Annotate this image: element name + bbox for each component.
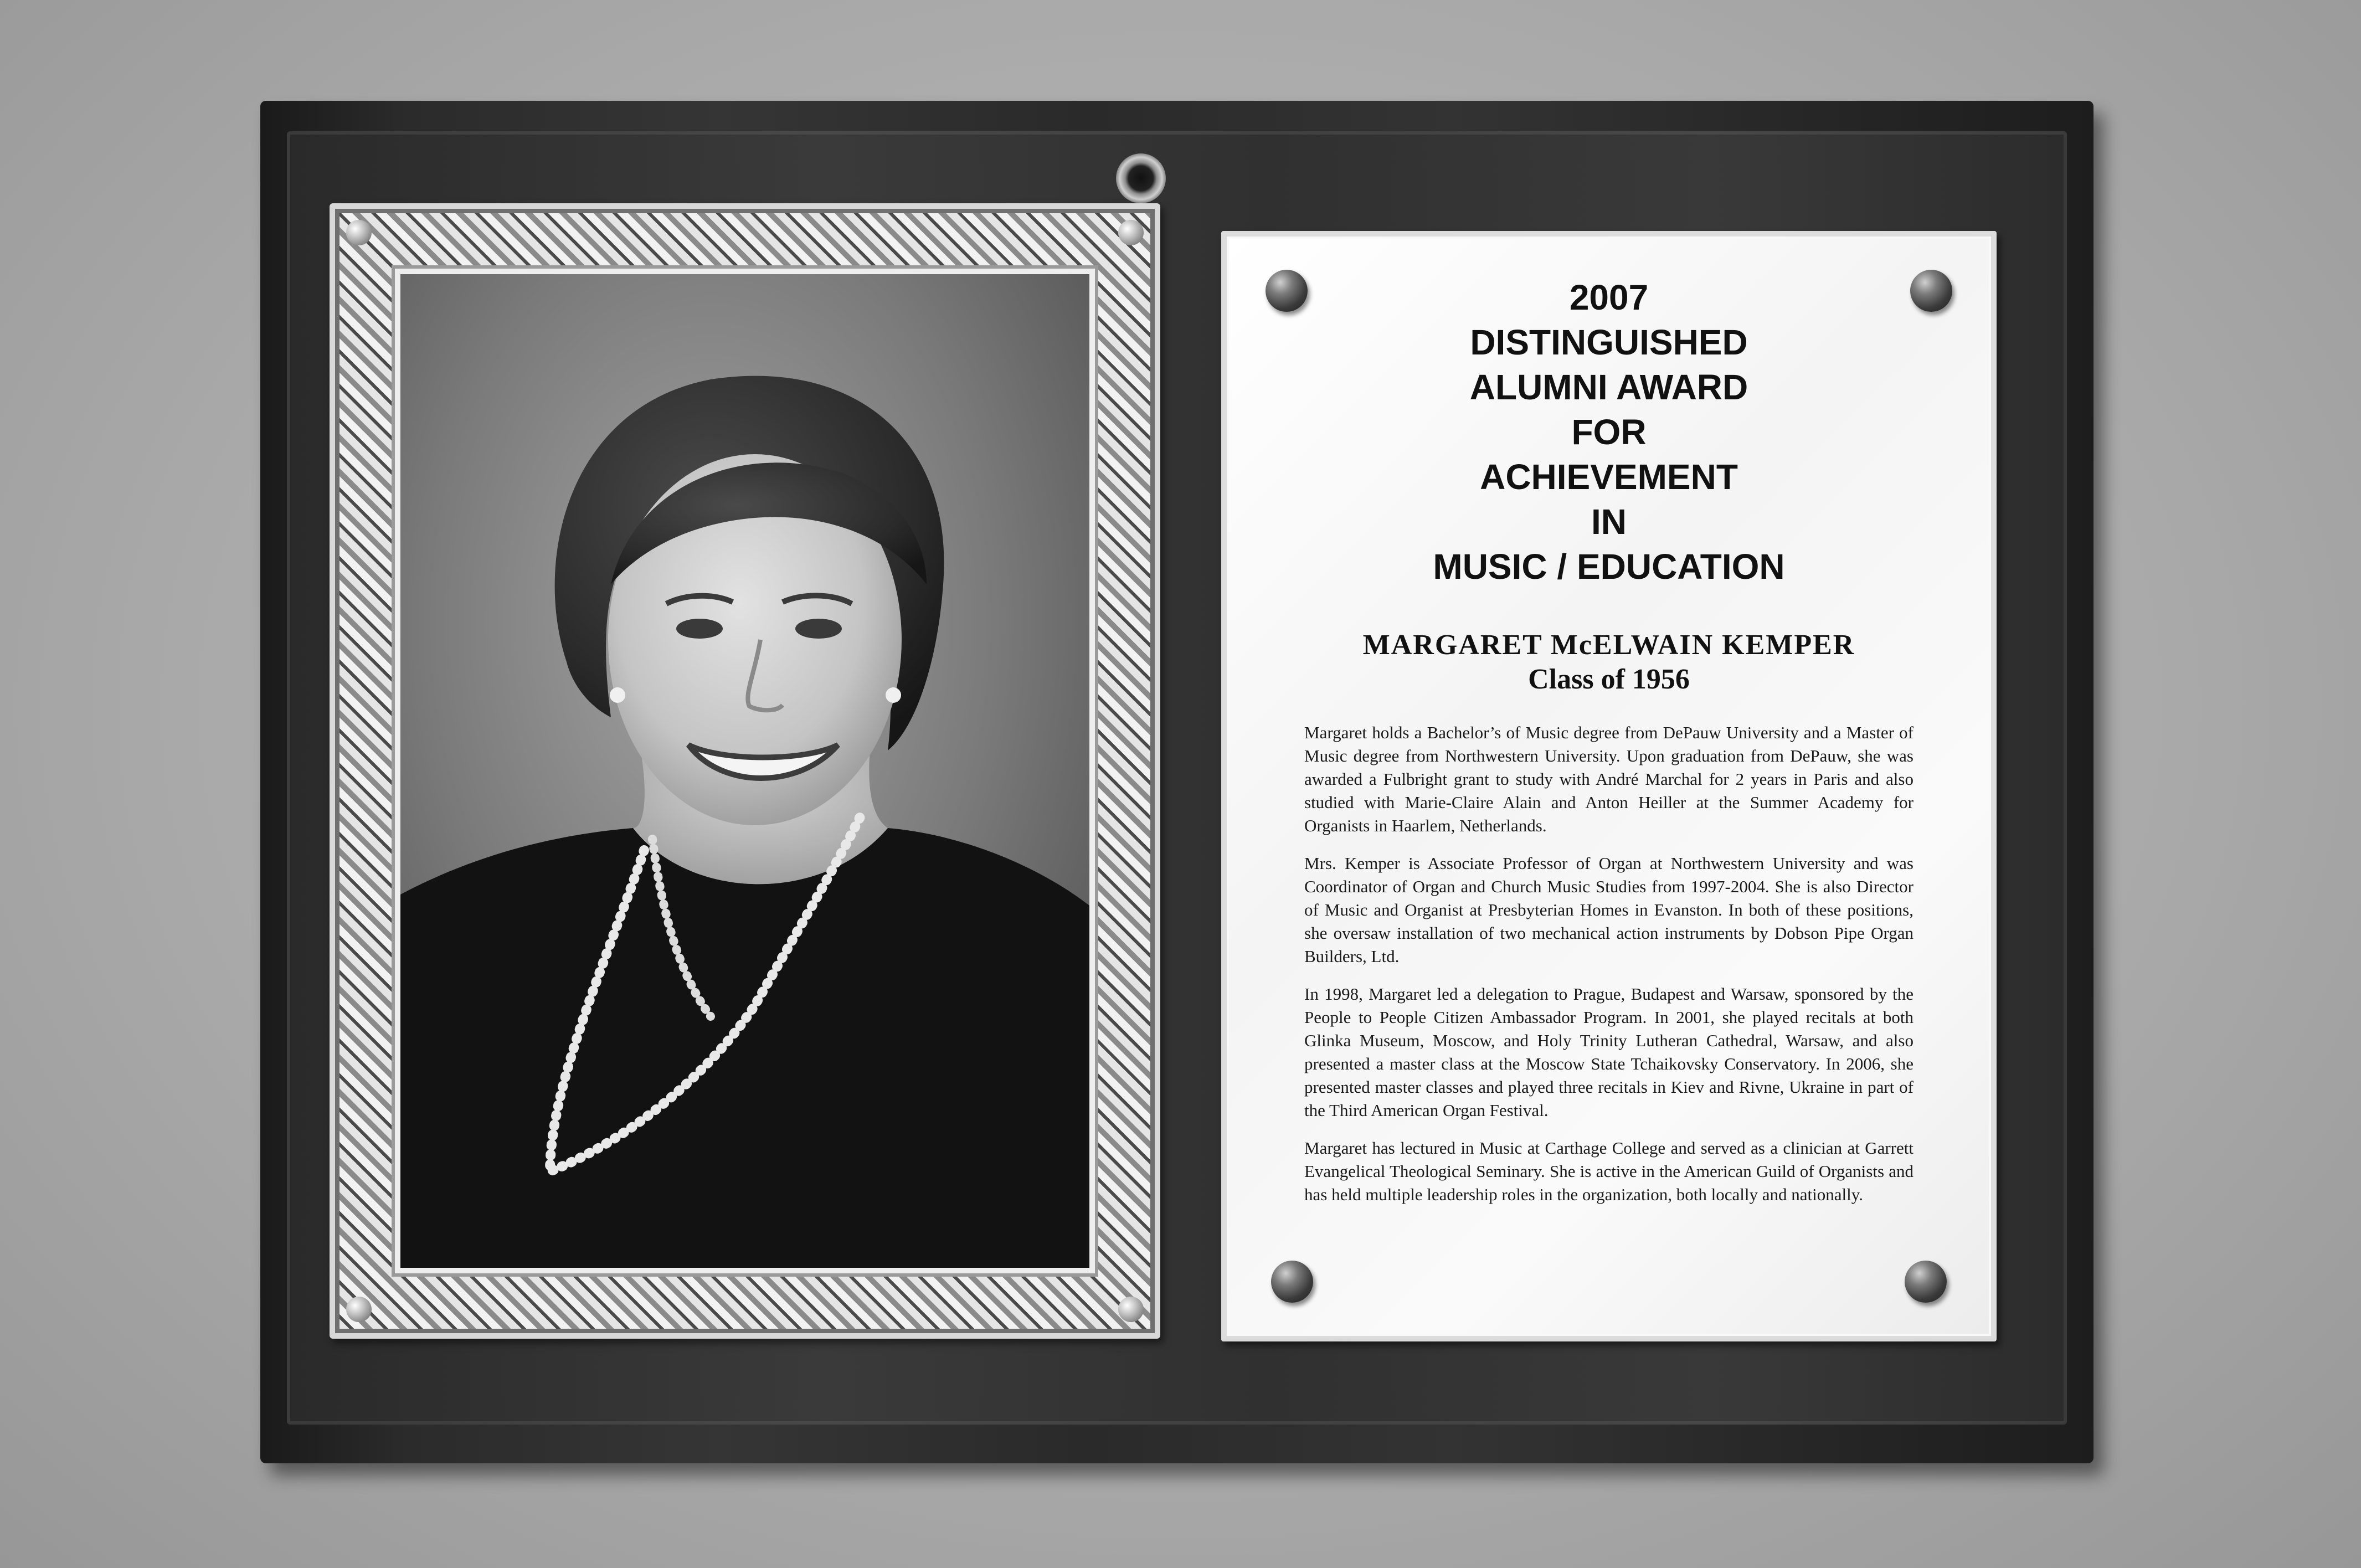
awardee-name: MARGARET McELWAIN KEMPER	[1362, 629, 1855, 661]
biography	[1304, 721, 1914, 1206]
plate-pin-bottom-left	[1271, 1261, 1313, 1303]
frame-rivet-top-right	[1118, 220, 1144, 245]
left-eye	[676, 619, 723, 639]
award-line-6: MUSIC / EDUCATION	[1433, 547, 1785, 587]
awardee-class: Class of 1956	[1528, 664, 1690, 695]
plate-content	[1304, 275, 1914, 1221]
text-plate	[1221, 231, 1997, 1341]
award-line-2: ALUMNI AWARD	[1469, 367, 1748, 407]
award-line-5: IN	[1591, 502, 1627, 542]
frame-rivet-top-left	[346, 220, 372, 245]
plate-pin-top-left	[1266, 270, 1308, 312]
hanger-hole	[1116, 153, 1166, 203]
photo-frame	[330, 203, 1160, 1339]
plate-pin-top-right	[1910, 270, 1952, 312]
award-line-3: FOR	[1571, 412, 1647, 452]
award-line-1: DISTINGUISHED	[1470, 322, 1748, 362]
dark-top	[400, 828, 1089, 1268]
portrait-photo	[400, 274, 1089, 1268]
frame-rivet-bottom-left	[346, 1297, 372, 1322]
award-line-4: ACHIEVEMENT	[1480, 457, 1738, 497]
portrait-image	[400, 274, 1089, 1268]
bio-paragraph-4: Margaret has lectured in Music at Carthage College and served as a clinician at Garrett Evangelical Theological Seminary. She is active in the American Guild of Organists and has held multiple leadership roles in the organization, both locally and nationally.	[1304, 1138, 1914, 1204]
award-plaque	[260, 101, 2093, 1463]
award-year: 2007	[1569, 277, 1649, 317]
frame-rivet-bottom-right	[1118, 1297, 1144, 1322]
right-eye	[795, 619, 842, 639]
left-earring	[610, 687, 625, 703]
right-earring	[886, 687, 901, 703]
plate-pin-bottom-right	[1905, 1261, 1947, 1303]
bio-paragraph-1: Margaret holds a Bachelor’s of Music degree from DePauw University and a Master of Music degree from Northwestern University. Upon graduation from DePauw, she was awarded a Fulbright grant to study with André Marchal for 2 years in Paris and also studied with Marie-Claire Alain and Anton Heiller at the Summer Academy for Organists in Haarlem, Netherlands.	[1304, 723, 1914, 835]
bio-paragraph-2: Mrs. Kemper is Associate Professor of Organ at Northwestern University and was Coordinator of Organ and Church Music Studies from 1997-2004. She is also Director of Music and Organist at Presbyterian Homes in Evanston. In both of these positions, she oversaw installation of two mechanical action instruments by Dobson Pipe Organ Builders, Ltd.	[1304, 854, 1914, 966]
bio-paragraph-3: In 1998, Margaret led a delegation to Prague, Budapest and Warsaw, sponsored by the People to People Citizen Ambassador Program. In 2001, she played recitals at both Glinka Museum, Moscow, and Holy Trinity Lutheran Cathedral, Warsaw, and also presented a master class at the Moscow State Tchaikovsky Conservatory. In 2006, she presented master classes and played three recitals in Kiev and Rivne, Ukraine in part of the Third American Organ Festival.	[1304, 984, 1914, 1120]
